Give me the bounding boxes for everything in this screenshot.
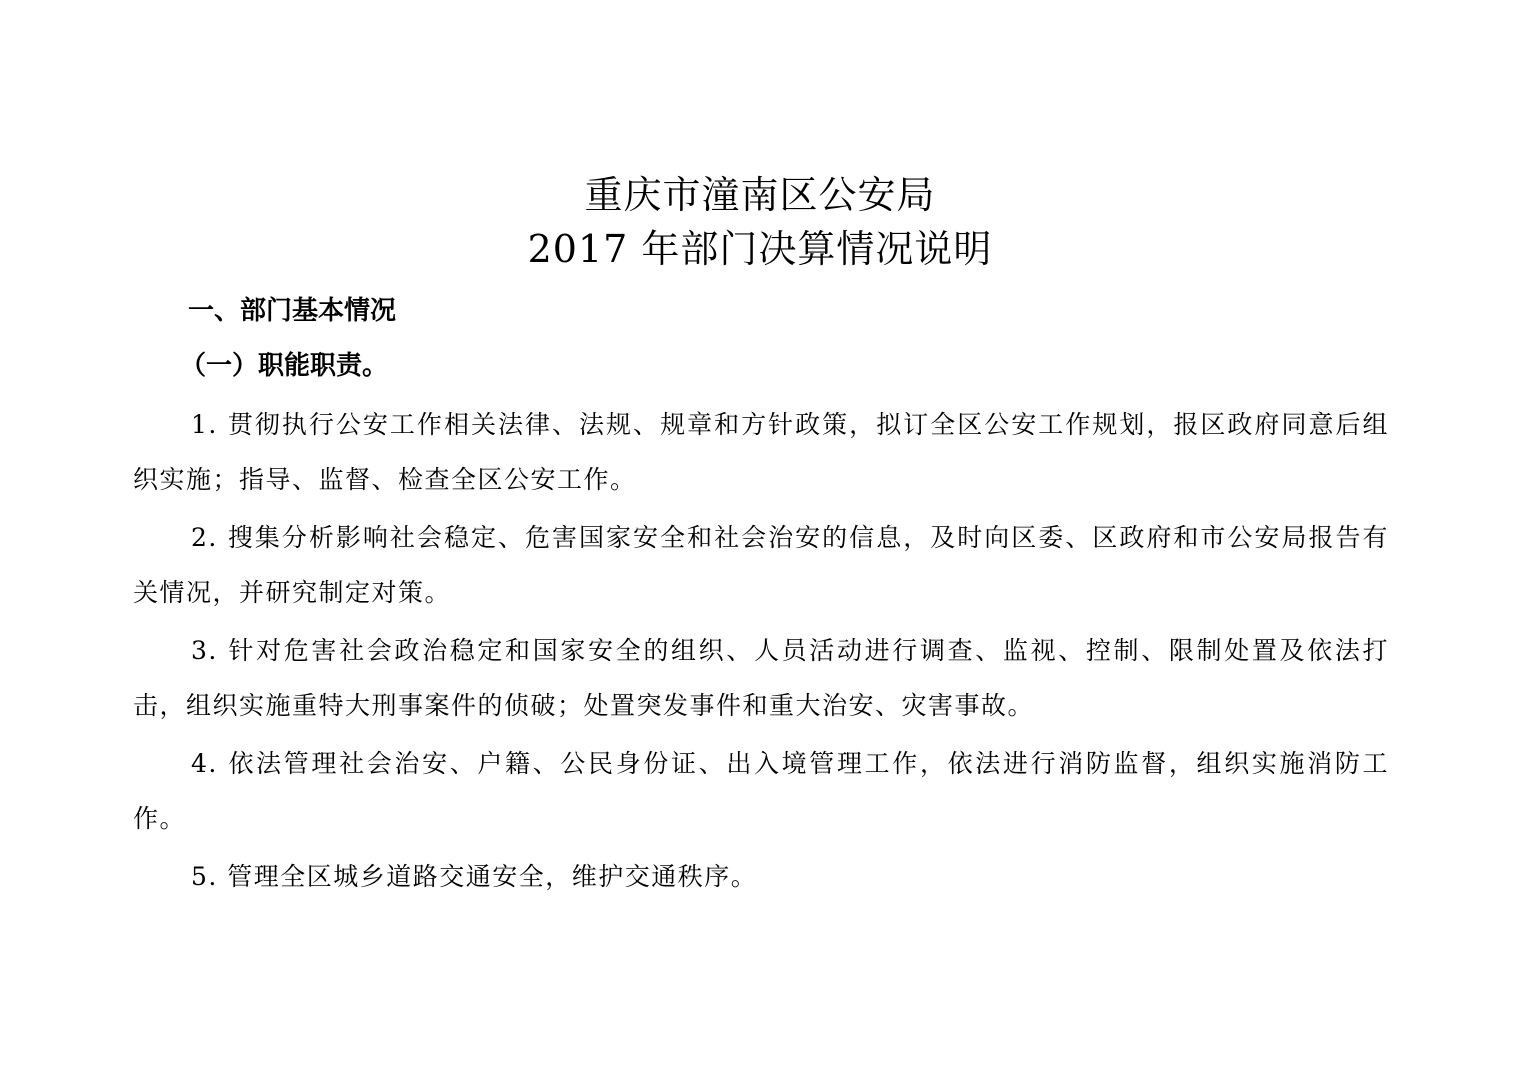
paragraph-3: 3. 针对危害社会政治稳定和国家安全的组织、人员活动进行调查、监视、控制、限制处置及依法打击，组织实施重特大刑事案件的侦破；处置突发事件和重大治安、灾害事故。 (133, 636, 1389, 720)
document-title (0, 168, 1520, 276)
paragraph-list (133, 397, 1389, 907)
paragraph-2: 2. 搜集分析影响社会稳定、危害国家安全和社会治安的信息，及时向区委、区政府和市公安局报告有关情况，并研究制定对策。 (133, 523, 1389, 607)
section-heading: 一、部门基本情况 (188, 296, 397, 326)
paragraph-4: 4. 依法管理社会治安、户籍、公民身份证、出入境管理工作，依法进行消防监督，组织实施消防工作。 (133, 749, 1389, 833)
paragraph-1: 1. 贯彻执行公安工作相关法律、法规、规章和方针政策，拟订全区公安工作规划，报区政府同意后组织实施；指导、监督、检查全区公安工作。 (133, 410, 1389, 494)
paragraph-5: 5. 管理全区城乡道路交通安全，维护交通秩序。 (191, 862, 758, 891)
subsection-heading: （一）职能职责。 (180, 351, 389, 381)
title-line-2: 2017 年部门决算情况说明 (527, 227, 993, 271)
title-line-1: 重庆市潼南区公安局 (584, 173, 936, 217)
